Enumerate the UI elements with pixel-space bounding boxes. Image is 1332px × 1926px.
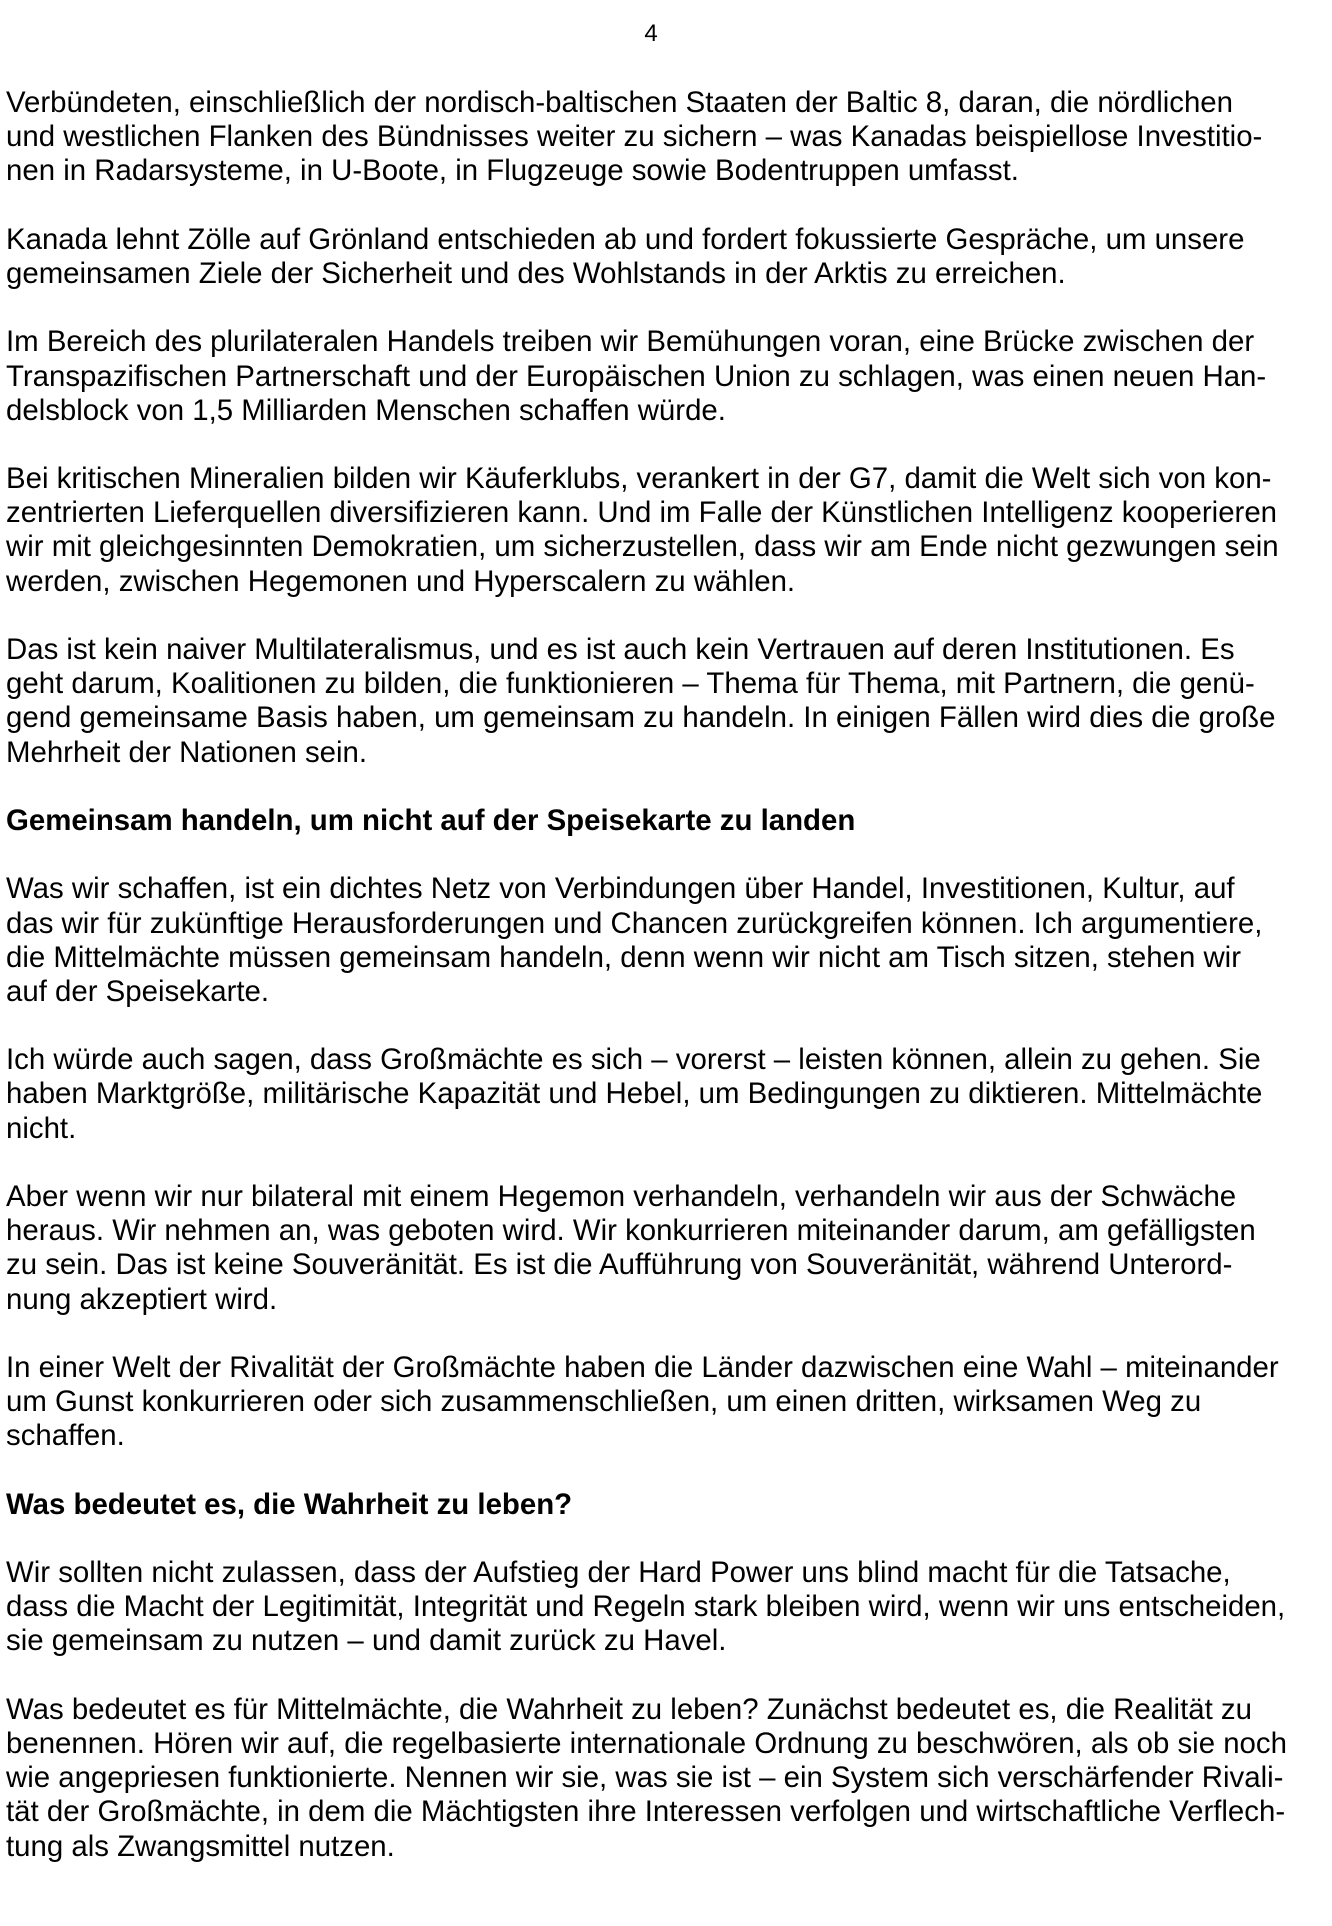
paragraph-line: Das ist kein naiver Multilateralismus, und es ist auch kein Vertrauen auf deren Institutionen. Es [6,633,1235,666]
paragraph-line: auf der Speisekarte. [6,974,270,1008]
paragraph-line: tung als Zwangsmittel nutzen. [6,1829,395,1863]
paragraph-line: Was bedeutet es für Mittelmächte, die Wahrheit zu leben? Zunächst bedeutet es, die Realität zu [6,1692,1252,1726]
paragraph-line: zu sein. Das ist keine Souveränität. Es ist die Aufführung von Souveränität, während Unterord- [6,1248,1233,1282]
paragraph-line: wie angepriesen funktionierte. Nennen wir sie, was sie ist – ein System sich verschärfender Rivali- [6,1761,1284,1795]
paragraph-line: Im Bereich des plurilateralen Handels treiben wir Bemühungen voran, eine Brücke zwischen der [6,325,1255,359]
paragraph [6,872,1306,1009]
paragraph-line: gemeinsamen Ziele der Sicherheit und des Wohlstands in der Arktis zu erreichen. [6,256,1066,290]
paragraph-line: Kanada lehnt Zölle auf Grönland entschieden ab und fordert fokussierte Gespräche, um unsere [6,222,1245,256]
paragraph-line: geht darum, Koalitionen zu bilden, die funktionieren – Thema für Thema, mit Partnern, die genü- [6,667,1255,701]
paragraph-line: werden, zwischen Hegemonen und Hyperscalern zu wählen. [6,564,796,598]
paragraph-line: und westlichen Flanken des Bündnisses weiter zu sichern – was Kanadas beispiellose Investitio- [6,120,1263,154]
paragraph-line: dass die Macht der Legitimität, Integrität und Regeln stark bleiben wird, wenn wir uns entscheiden, [6,1590,1286,1624]
document-body [6,86,1306,1898]
paragraph-line: wir mit gleichgesinnten Demokratien, um sicherzustellen, dass wir am Ende nicht gezwungen sein [6,530,1279,564]
paragraph [6,86,1306,189]
paragraph [6,1693,1306,1864]
paragraph [6,462,1306,599]
paragraph-line: Aber wenn wir nur bilateral mit einem Hegemon verhandeln, verhandeln wir aus der Schwäche [6,1180,1237,1213]
paragraph-line: um Gunst konkurrieren oder sich zusammenschließen, um einen dritten, wirksamen Weg zu [6,1385,1202,1419]
page-number: 4 [644,20,658,47]
paragraph [6,1556,1306,1659]
paragraph [6,223,1306,291]
paragraph-line: benennen. Hören wir auf, die regelbasierte internationale Ordnung zu beschwören, als ob sie noch [6,1727,1287,1760]
paragraph [6,325,1306,428]
paragraph-line: nen in Radarsysteme, in U-Boote, in Flugzeuge sowie Bodentruppen umfasst. [6,154,1019,188]
paragraph-line: Bei kritischen Mineralien bilden wir Käuferklubs, verankert in der G7, damit die Welt sich von kon- [6,462,1272,496]
paragraph-line: das wir für zukünftige Herausforderungen und Chancen zurückgreifen können. Ich argumentiere, [6,906,1263,940]
paragraph-line: sie gemeinsam zu nutzen – und damit zurück zu Havel. [6,1624,727,1658]
paragraph-line: nung akzeptiert wird. [6,1282,278,1316]
paragraph-line: haben Marktgröße, militärische Kapazität und Hebel, um Bedingungen zu diktieren. Mittelmächte [6,1077,1263,1111]
paragraph-line: tät der Großmächte, in dem die Mächtigsten ihre Interessen verfolgen und wirtschaftliche Verflech- [6,1795,1286,1829]
paragraph [6,633,1306,770]
paragraph-line: delsblock von 1,5 Milliarden Menschen schaffen würde. [6,393,726,427]
paragraph-line: heraus. Wir nehmen an, was geboten wird. Wir konkurrieren miteinander darum, am gefälligsten [6,1214,1256,1248]
section-heading: Gemeinsam handeln, um nicht auf der Speisekarte zu landen [6,803,856,837]
paragraph [6,1180,1306,1317]
paragraph [6,1043,1306,1146]
paragraph-line: Ich würde auch sagen, dass Großmächte es sich – vorerst – leisten können, allein zu gehen. Sie [6,1043,1261,1077]
paragraph-line: In einer Welt der Rivalität der Großmächte haben die Länder dazwischen eine Wahl – miteinander [6,1350,1279,1384]
section-heading: Was bedeutet es, die Wahrheit zu leben? [6,1487,573,1521]
paragraph-line: nicht. [6,1111,77,1145]
paragraph-line: die Mittelmächte müssen gemeinsam handeln, denn wenn wir nicht am Tisch sitzen, stehen wir [6,940,1241,974]
paragraph-line: Wir sollten nicht zulassen, dass der Aufstieg der Hard Power uns blind macht für die Tatsache, [6,1556,1231,1590]
paragraph [6,1351,1306,1454]
paragraph-line: schaffen. [6,1419,125,1453]
paragraph-line: Verbündeten, einschließlich der nordisch-baltischen Staaten der Baltic 8, daran, die nördlichen [6,86,1233,119]
paragraph-line: Mehrheit der Nationen sein. [6,735,368,769]
paragraph-line: Was wir schaffen, ist ein dichtes Netz von Verbindungen über Handel, Investitionen, Kultur, auf [6,872,1235,906]
paragraph-line: Transpazifischen Partnerschaft und der Europäischen Union zu schlagen, was einen neuen Han- [6,359,1267,393]
paragraph-line: zentrierten Lieferquellen diversifizieren kann. Und im Falle der Künstlichen Intelligenz kooperieren [6,496,1278,530]
paragraph-line: gend gemeinsame Basis haben, um gemeinsam zu handeln. In einigen Fällen wird dies die große [6,701,1276,735]
